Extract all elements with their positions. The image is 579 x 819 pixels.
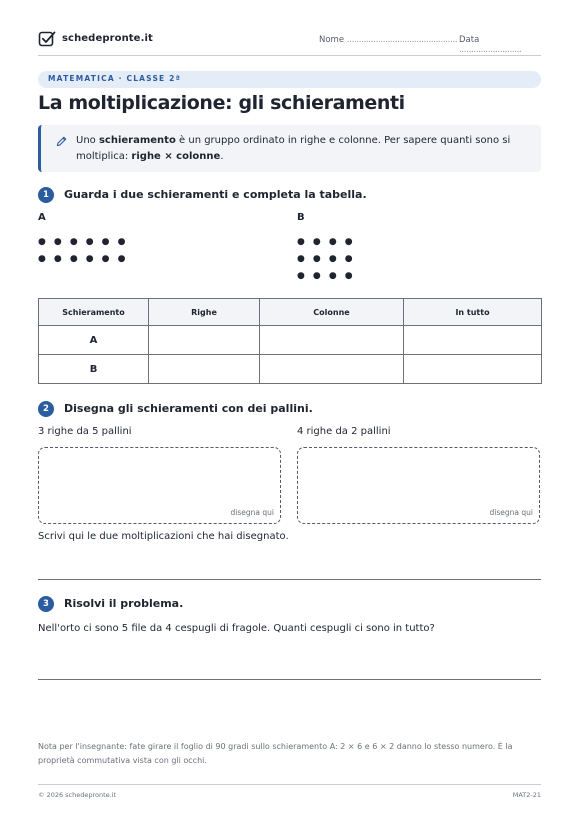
section-2-instruction: Scrivi qui le due moltiplicazioni che hai disegnato.: [38, 531, 289, 542]
answer-table: [38, 298, 542, 384]
date-field[interactable]: [459, 35, 541, 55]
array-a-row: ● ● ● ● ● ●: [38, 237, 129, 247]
section-number: 3: [38, 596, 54, 612]
answer-cell[interactable]: [260, 355, 404, 384]
column-header: In tutto: [404, 299, 542, 326]
array-b-row: ● ● ● ●: [297, 254, 356, 264]
row-label: B: [39, 355, 149, 384]
name-field[interactable]: [319, 35, 457, 45]
draw-hint: disegna qui: [230, 508, 274, 517]
answer-line[interactable]: [38, 579, 541, 580]
checkbox-logo-icon: [38, 30, 56, 48]
definition-callout: [38, 125, 541, 172]
section-title: Risolvi il problema.: [64, 597, 184, 610]
array-b-row: ● ● ● ●: [297, 237, 356, 247]
answer-cell[interactable]: [260, 326, 404, 355]
callout-pre: Uno: [76, 135, 99, 146]
page-header: [38, 30, 541, 56]
page-title: La moltiplicazione: gli schieramenti: [38, 92, 405, 114]
callout-text: [76, 133, 531, 165]
date-label: Data: [459, 35, 480, 45]
array-b-label: B: [297, 212, 305, 223]
answer-cell[interactable]: [149, 355, 260, 384]
drawing-area-left[interactable]: [38, 447, 281, 524]
array-a-row: ● ● ● ● ● ●: [38, 254, 129, 264]
page-footer: [38, 784, 541, 800]
left-draw-prompt: 3 righe da 5 pallini: [38, 426, 132, 437]
array-b-row: ● ● ● ●: [297, 271, 356, 281]
answer-cell[interactable]: [404, 326, 542, 355]
draw-hint: disegna qui: [489, 508, 533, 517]
column-header: Schieramento: [39, 299, 149, 326]
answer-line[interactable]: [38, 679, 541, 680]
column-header: Colonne: [260, 299, 404, 326]
name-label: Nome: [319, 35, 345, 45]
problem-text: Nell'orto ci sono 5 file da 4 cespugli di fragole. Quanti cespugli ci sono in tutto?: [38, 623, 435, 634]
section-title: Guarda i due schieramenti e completa la tabella.: [64, 188, 367, 201]
brand-name: schedepronte.it: [62, 33, 153, 44]
row-label: A: [39, 326, 149, 355]
callout-formula: righe × colonne: [131, 151, 221, 162]
section-title: Disegna gli schieramenti con dei pallini.: [64, 402, 313, 415]
column-header: Righe: [149, 299, 260, 326]
copyright: © 2026 schedepronte.it: [38, 791, 117, 799]
name-dots: ..............................................: [346, 35, 458, 45]
right-draw-prompt: 4 righe da 2 pallini: [297, 426, 391, 437]
drawing-area-right[interactable]: [297, 447, 540, 524]
callout-mid: è un gruppo ordinato in righe e colonne. Per sapere quanti sono si moltiplica:: [76, 135, 511, 162]
table-row: [39, 355, 542, 384]
subject-bar: [38, 71, 541, 88]
worksheet-code: MAT2-21: [512, 791, 541, 799]
answer-cell[interactable]: [404, 355, 542, 384]
table-header-row: [39, 299, 542, 326]
answer-cell[interactable]: [149, 326, 260, 355]
table-row: [39, 326, 542, 355]
teacher-note: Nota per l'insegnante: fate girare il foglio di 90 gradi sullo schieramento A: 2 × 6 e 6 × 2 danno lo stesso numero. È la proprietà commutativa vista con gli occhi.: [38, 742, 513, 765]
subject-label: MATEMATICA · CLASSE 2ª: [48, 74, 182, 83]
callout-term: schieramento: [98, 135, 176, 146]
callout-end: .: [220, 151, 224, 162]
array-a-label: A: [38, 212, 46, 223]
date-dots: ..........................: [459, 45, 522, 55]
section-number: 1: [38, 187, 54, 203]
section-number: 2: [38, 401, 54, 417]
pencil-icon: [56, 136, 67, 147]
